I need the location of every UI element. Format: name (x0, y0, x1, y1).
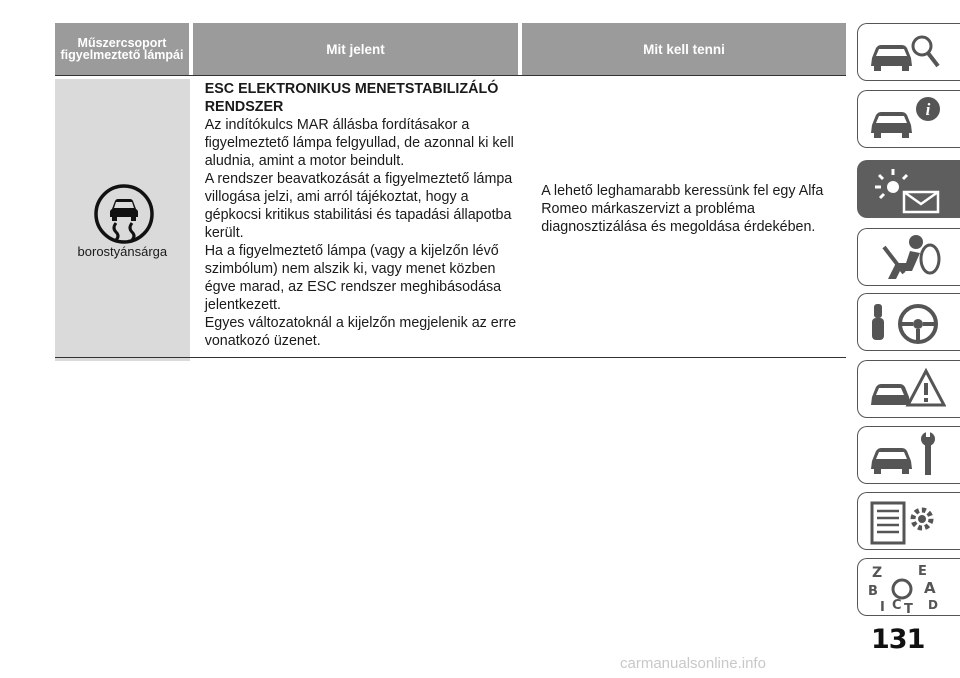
meaning-paragraph: Ha a figyelmeztető lámpa (vagy a kijelzőn lévő szimbólum) nem alszik ki, vagy menet közben égve marad, az ESC rendszer meghibásodása jelentkezett. (204, 243, 502, 313)
meaning-paragraph: A rendszer beavatkozását a figyelmeztető lámpa villogása jelzi, ami arról tájékoztat, hogy a gépkocsi kritikus stabilitási és tapadási állapotba került. (204, 171, 513, 241)
warning-lights-table (55, 23, 846, 361)
tab-warning-lights[interactable] (857, 160, 960, 218)
svg-text:T: T (904, 602, 913, 613)
svg-text:B: B (868, 584, 878, 599)
tab-emergency[interactable] (857, 360, 960, 418)
watermark: carmanualsonline.info (620, 655, 766, 672)
car-info-icon (866, 95, 946, 145)
car-search-icon (866, 28, 946, 78)
table-row (55, 79, 846, 361)
car-wrench-icon (866, 431, 946, 481)
tab-maintenance[interactable] (857, 426, 960, 484)
esc-skid-car-icon (93, 183, 155, 245)
svg-text:E: E (918, 564, 927, 579)
specs-gear-icon (866, 497, 946, 547)
tab-technical-data[interactable] (857, 492, 960, 550)
header-lamp-group: Műszercsoport figyelmeztető lámpái (55, 23, 189, 75)
car-crash-warning-icon (866, 365, 946, 415)
header-divider (55, 75, 846, 76)
header-meaning: Mit jelent (193, 23, 518, 75)
page-number: 131 (871, 624, 925, 655)
tab-safety[interactable] (857, 228, 960, 286)
header-action: Mit kell tenni (522, 23, 846, 75)
meaning-paragraph: Egyes változatoknál a kijelzőn megjelenik az erre vonatkozó üzenet. (204, 315, 517, 349)
system-title: ESC ELEKTRONIKUS MENETSTABILIZÁLÓ RENDSZER (204, 81, 499, 115)
svg-text:C: C (892, 598, 902, 613)
tab-car-search[interactable] (857, 23, 960, 81)
svg-text:A: A (924, 579, 936, 597)
table-bottom-divider (55, 357, 846, 358)
airbag-seat-icon (866, 233, 946, 283)
alphabet-index-icon (866, 563, 946, 613)
action-cell (526, 79, 846, 361)
lamp-color-label: borostyánsárga (77, 244, 168, 259)
tab-starting-driving[interactable] (857, 293, 960, 351)
lamp-cell (55, 79, 190, 361)
action-text: A lehető leghamarabb keressünk fel egy Alfa Romeo márkaszervizt a probléma diagnosztizálása és megoldása érdekében. (541, 183, 824, 235)
tab-car-info[interactable] (857, 90, 960, 148)
meaning-cell (190, 79, 527, 361)
svg-text:D: D (928, 598, 938, 612)
tab-index[interactable] (857, 558, 960, 616)
warning-light-message-icon (866, 165, 946, 215)
table-header (55, 23, 846, 75)
key-steering-wheel-icon (866, 298, 946, 348)
svg-text:Z: Z (872, 565, 883, 581)
svg-text:I: I (880, 600, 885, 613)
meaning-paragraph: Az indítókulcs MAR állásba fordításakor a figyelmeztető lámpa felgyullad, de azonnal ki kell aludnia, amint a motor beindult. (204, 117, 514, 169)
svg-text:i: i (925, 100, 931, 119)
